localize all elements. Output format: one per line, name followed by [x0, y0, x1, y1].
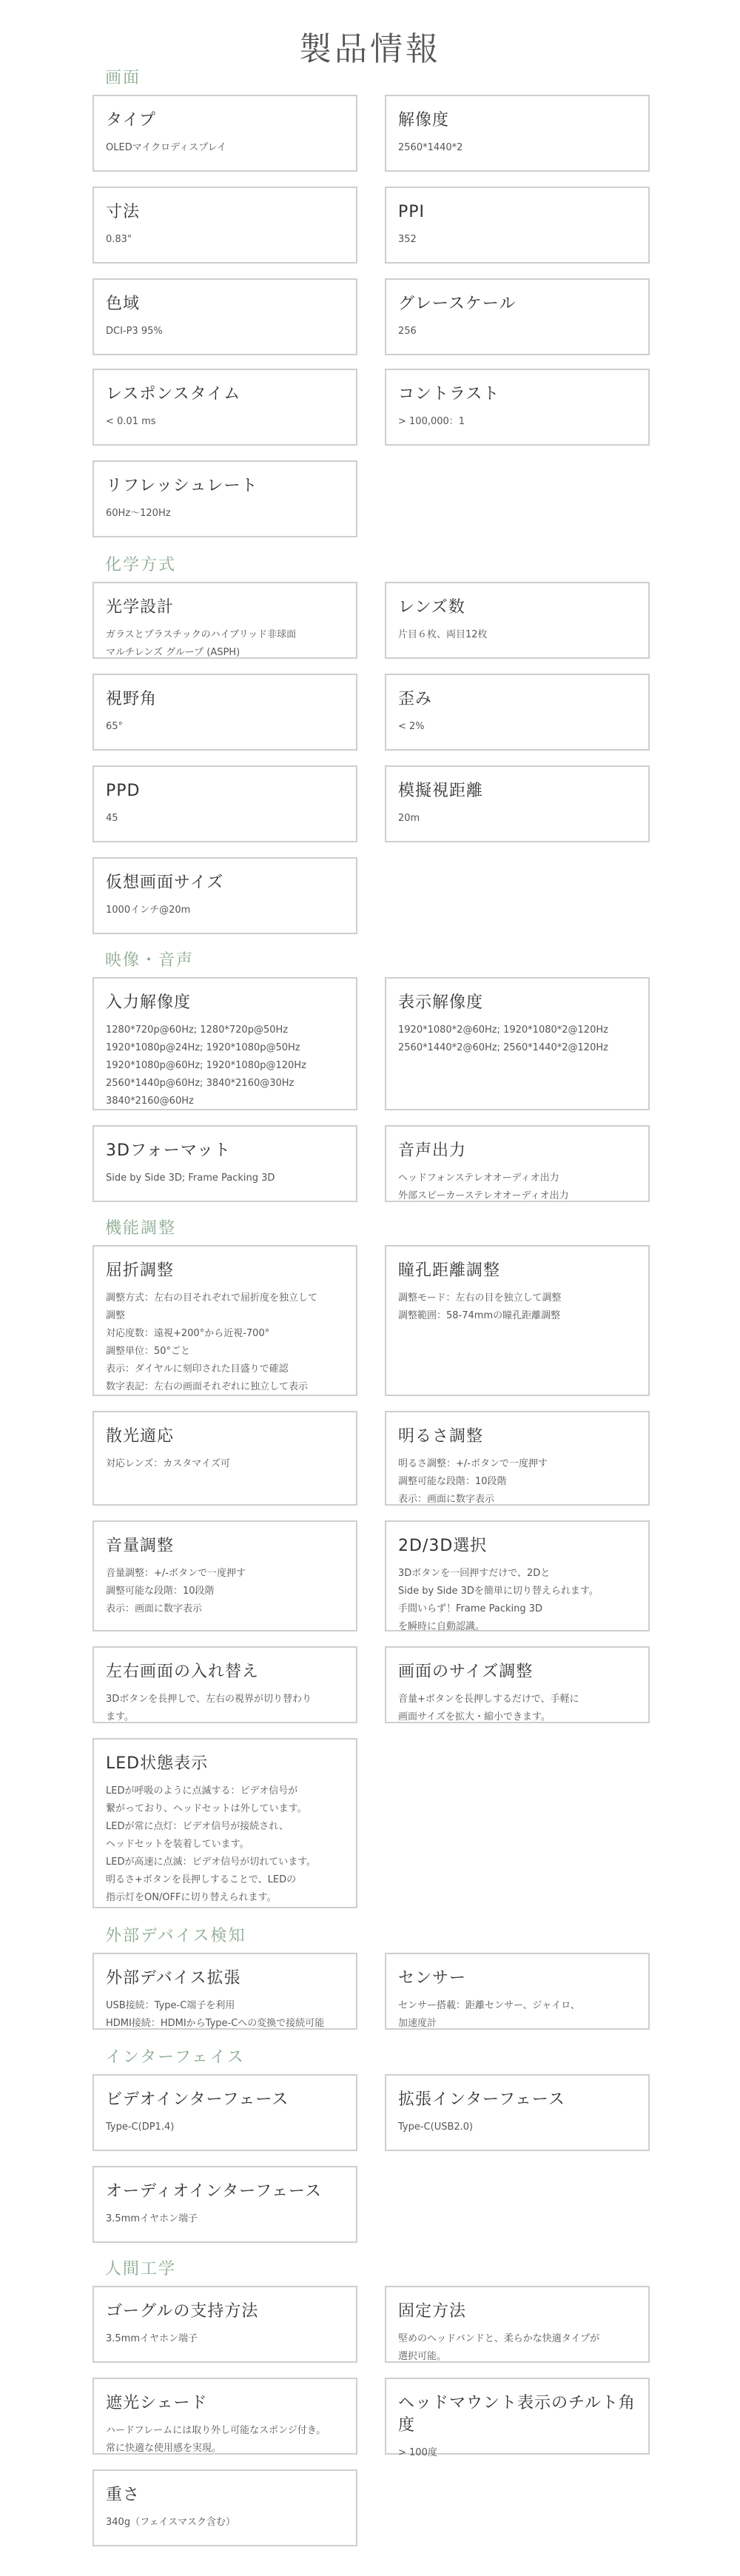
spec-card: [92, 1411, 357, 1506]
spec-card: [385, 977, 650, 1110]
spec-card: [385, 765, 650, 842]
spec-card: [92, 369, 357, 446]
spec-card: [385, 582, 650, 659]
spec-card-title: グレースケール: [398, 295, 517, 313]
spec-card-value: 1000インチ@20m: [106, 905, 191, 916]
spec-card-value: 2560*1440*2: [398, 142, 463, 153]
spec-card: [92, 278, 357, 355]
spec-card-value: 45: [106, 813, 118, 824]
spec-card-title: 音量調整: [106, 1537, 175, 1555]
spec-card-value: 352: [398, 234, 417, 245]
spec-card-title: 光学設計: [106, 598, 175, 617]
spec-card-title: 音声出力: [398, 1141, 467, 1160]
spec-card: [385, 1245, 650, 1396]
spec-card-value: 調整単位：50°ごと: [106, 1346, 191, 1357]
spec-card-title: タイプ: [106, 111, 156, 130]
spec-card-value: 対応度数：遠視+200°から近視-700°: [106, 1328, 270, 1339]
spec-card-value: < 2%: [398, 721, 425, 732]
spec-card-title: 寸法: [106, 203, 141, 221]
spec-card: [385, 674, 650, 751]
spec-card-value: LEDが常に点灯：ビデオ信号が接続され、: [106, 1821, 289, 1832]
spec-card-title: リフレッシュレート: [106, 477, 258, 495]
section-title: インターフェイス: [105, 2048, 245, 2067]
spec-card: [92, 1125, 357, 1202]
spec-card-value: 加速度計: [398, 2018, 437, 2029]
spec-card-value: DCI-P3 95%: [106, 326, 163, 337]
spec-card-title: 固定方法: [398, 2302, 467, 2321]
spec-card: [92, 674, 357, 751]
spec-card-title: レスポンスタイム: [106, 385, 241, 403]
spec-card-value: 340g（フェイスマスク含む）: [106, 2517, 236, 2528]
spec-card-value: 片目６枚、両目12枚: [398, 629, 488, 640]
spec-card-value: Type-C(DP1.4): [106, 2121, 175, 2133]
spec-card-value: Side by Side 3Dを簡単に切り替えられます。: [398, 1586, 599, 1597]
spec-card-value: 1920*1080p@60Hz; 1920*1080p@120Hz: [106, 1060, 306, 1071]
spec-card: [385, 1953, 650, 2030]
spec-card: [92, 765, 357, 842]
spec-card: [385, 1520, 650, 1631]
spec-card-value: ヘッドフォンステレオオーディオ出力: [398, 1173, 559, 1184]
spec-card-value: 調整方式：左右の目それぞれで屈折度を独立して: [106, 1292, 318, 1304]
spec-card-title: 遮光シェード: [106, 2394, 208, 2412]
spec-card: [92, 2166, 357, 2243]
spec-card-value: Type-C(USB2.0): [398, 2121, 474, 2133]
spec-card-value: マルチレンズ グループ (ASPH): [106, 647, 240, 658]
spec-card-value: 3Dボタンを一回押すだけで、2Dと: [398, 1568, 551, 1579]
spec-card-title: 歪み: [398, 690, 433, 708]
spec-card-value: ます。: [106, 1711, 134, 1723]
spec-card-value: HDMI接続：HDMIからType-Cへの変換で接続可能: [106, 2018, 325, 2029]
section-title: 外部デバイス検知: [105, 1927, 246, 1945]
spec-card-title: 外部デバイス拡張: [106, 1969, 241, 1988]
spec-card: [92, 2378, 357, 2455]
section-title: 画面: [105, 69, 141, 87]
spec-card-value: 3.5mmイヤホン端子: [106, 2213, 198, 2224]
spec-card-value: 65°: [106, 721, 124, 732]
spec-card: [92, 857, 357, 934]
spec-card-title: 重さ: [106, 2486, 141, 2504]
spec-card-title: オーディオインターフェース: [106, 2182, 322, 2201]
spec-card-title: ビデオインターフェース: [106, 2090, 289, 2109]
spec-card-value: > 100,000：1: [398, 416, 465, 427]
spec-card-value: 20m: [398, 813, 420, 824]
spec-card: [385, 95, 650, 172]
spec-card: [92, 2074, 357, 2151]
spec-card: [385, 2286, 650, 2363]
spec-card-value: ハードフレームには取り外し可能なスポンジ付き。: [106, 2425, 326, 2436]
spec-card: [385, 2378, 650, 2458]
spec-card-title: 左右画面の入れ替え: [106, 1663, 260, 1681]
spec-card-title: 拡張インターフェース: [398, 2090, 565, 2109]
spec-card-value: > 100度: [398, 2447, 437, 2458]
spec-card-value: 音量+ボタンを長押しするだけで、手軽に: [398, 1694, 579, 1705]
spec-card: [385, 1125, 650, 1202]
spec-card: [92, 2469, 357, 2546]
spec-card-value: 常に快適な使用感を実現。: [106, 2443, 222, 2454]
page-title: 製品情報: [299, 30, 441, 68]
section-title: 映像・音声: [105, 951, 195, 970]
spec-card-value: を瞬時に自動認識。: [398, 1621, 485, 1632]
spec-card: [92, 460, 357, 537]
spec-card-title: LED状態表示: [106, 1754, 209, 1773]
spec-card: [385, 1646, 650, 1723]
spec-card-value: 手間いらず！Frame Packing 3D: [398, 1603, 543, 1614]
spec-card-value: 画面サイズを拡大・縮小できます。: [398, 1711, 551, 1723]
spec-card: [92, 1953, 357, 2030]
spec-card-title: コントラスト: [398, 385, 500, 403]
spec-card-value: 3840*2160@60Hz: [106, 1096, 194, 1107]
spec-card-title: ゴーグルの支持方法: [106, 2302, 259, 2321]
spec-card-value: 明るさ調整：+/-ボタンで一度押す: [398, 1458, 548, 1469]
spec-card-value: 1920*1080p@24Hz; 1920*1080p@50Hz: [106, 1042, 300, 1053]
spec-card-title: センサー: [398, 1969, 467, 1988]
spec-card: [92, 582, 357, 659]
spec-card: [92, 1245, 357, 1396]
spec-card: [385, 369, 650, 446]
spec-card-value: 60Hz～120Hz: [106, 508, 171, 519]
spec-card-value: 繋がっており、ヘッドセットは外しています。: [106, 1803, 307, 1814]
spec-card-title: 模擬視距離: [398, 782, 484, 800]
spec-card-title: 画面のサイズ調整: [398, 1663, 534, 1681]
spec-card-value: 調整: [106, 1310, 126, 1321]
spec-card-value: 表示：画面に数字表示: [398, 1494, 495, 1505]
spec-card-value: 0.83": [106, 234, 132, 245]
spec-card-value: 指示灯をON/OFFに切り替えられます。: [106, 1892, 277, 1903]
spec-card-value: USB接続：Type-C端子を利用: [106, 2000, 235, 2011]
spec-card-title: 2D/3D選択: [398, 1537, 488, 1555]
spec-card: [385, 2074, 650, 2151]
spec-card-value: 調整可能な段階：10段階: [398, 1476, 507, 1487]
spec-card: [92, 95, 357, 172]
spec-card-value: 表示：ダイヤルに刻印された目盛りで確認: [106, 1364, 289, 1375]
spec-card-value: ヘッドセットを装着しています。: [106, 1839, 249, 1850]
spec-card-value: 調整可能な段階：10段階: [106, 1586, 215, 1597]
spec-card: [92, 1520, 357, 1631]
spec-card-title: ヘッドマウント表示のチルト角度: [398, 2394, 636, 2435]
spec-card-title: 瞳孔距離調整: [398, 1261, 501, 1280]
spec-card-title: 散光適応: [106, 1427, 175, 1446]
spec-card: [92, 2286, 357, 2363]
spec-card-title: 入力解像度: [106, 993, 192, 1012]
spec-card: [92, 977, 357, 1110]
spec-card-value: 調整モード：左右の目を独立して調整: [398, 1292, 562, 1304]
spec-card-value: 調整範囲：58-74mmの瞳孔距離調整: [398, 1310, 561, 1321]
section-title: 機能調整: [105, 1219, 177, 1238]
spec-card-value: LEDが高速に点滅：ビデオ信号が切れています。: [106, 1856, 317, 1868]
spec-card: [385, 1411, 650, 1506]
spec-card-title: 表示解像度: [398, 993, 484, 1012]
spec-card: [385, 278, 650, 355]
spec-card-value: Side by Side 3D; Frame Packing 3D: [106, 1173, 275, 1184]
spec-card-value: 3.5mmイヤホン端子: [106, 2333, 198, 2344]
spec-card-value: < 0.01 ms: [106, 416, 156, 427]
spec-card-title: 仮想画面サイズ: [106, 873, 224, 892]
spec-card-value: 堅めのヘッドバンドと、柔らかな快適タイプが: [398, 2333, 600, 2344]
spec-card-value: 数字表記：左右の画面それぞれに独立して表示: [106, 1381, 309, 1392]
spec-card-value: 対応レンズ：カスタマイズ可: [106, 1458, 230, 1469]
spec-card-title: 3Dフォーマット: [106, 1141, 231, 1160]
spec-card-value: 2560*1440*2@60Hz; 2560*1440*2@120Hz: [398, 1042, 608, 1053]
spec-card: [92, 1738, 357, 1908]
spec-card-value: 1920*1080*2@60Hz; 1920*1080*2@120Hz: [398, 1024, 608, 1036]
spec-card-value: 音量調整：+/-ボタンで一度押す: [106, 1568, 246, 1579]
spec-card-title: PPD: [106, 782, 141, 800]
spec-card: [92, 187, 357, 264]
spec-card-value: 選択可能。: [398, 2351, 447, 2362]
spec-card-value: 表示：画面に数字表示: [106, 1603, 203, 1614]
spec-card-title: レンズ数: [398, 598, 465, 617]
spec-card-title: 屈折調整: [106, 1261, 175, 1280]
spec-card: [385, 187, 650, 264]
spec-card-title: PPI: [398, 203, 426, 221]
spec-card-value: OLEDマイクロディスプレイ: [106, 142, 226, 153]
spec-card-value: 3Dボタンを長押しで、左右の視界が切り替わり: [106, 1694, 312, 1705]
section-title: 化学方式: [105, 556, 177, 574]
spec-card-value: 明るさ+ボタンを長押しすることで、LEDの: [106, 1874, 297, 1885]
spec-card-value: 1280*720p@60Hz; 1280*720p@50Hz: [106, 1024, 289, 1036]
spec-card-value: ガラスとプラスチックのハイブリッド非球面: [106, 629, 297, 640]
spec-card-value: 外部スピーカーステレオオーディオ出力: [398, 1190, 569, 1201]
spec-card-value: 256: [398, 326, 417, 337]
spec-card-title: 明るさ調整: [398, 1427, 484, 1446]
spec-card-title: 視野角: [106, 690, 158, 708]
spec-card-title: 色域: [106, 295, 141, 313]
spec-card-value: 2560*1440p@60Hz; 3840*2160@30Hz: [106, 1078, 295, 1089]
spec-card-title: 解像度: [398, 111, 450, 130]
spec-card-value: センサー搭載：距離センサー、ジャイロ、: [398, 2000, 580, 2011]
section-title: 人間工学: [105, 2260, 177, 2278]
spec-card-value: LEDが呼吸のように点滅する：ビデオ信号が: [106, 1785, 298, 1797]
spec-card: [92, 1646, 357, 1723]
